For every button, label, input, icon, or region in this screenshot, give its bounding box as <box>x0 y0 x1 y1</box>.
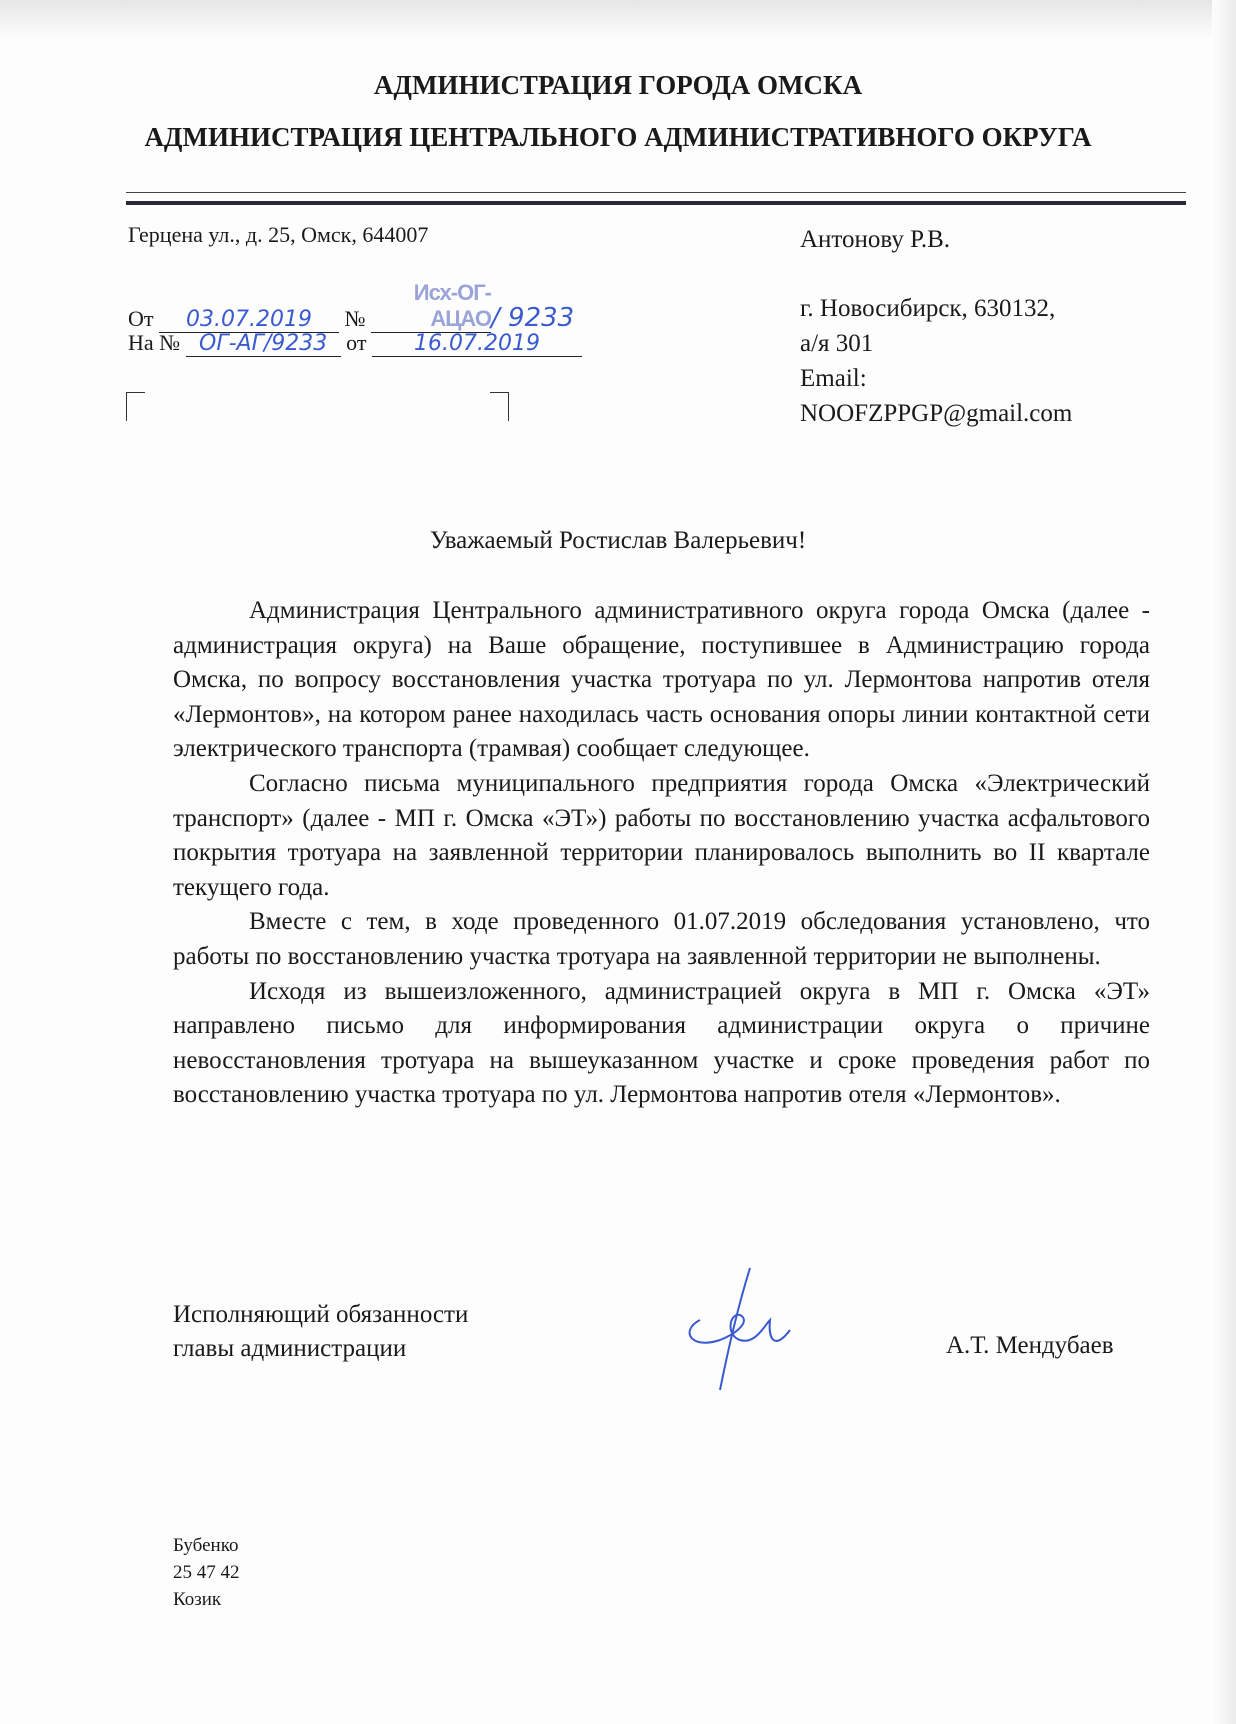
number-label: № <box>344 306 366 331</box>
executor-name: Бубенко <box>173 1535 239 1556</box>
from-date-field <box>159 306 339 333</box>
number-handwritten: / 9233 <box>491 303 575 333</box>
sender-address: Герцена ул., д. 25, Омск, 644007 <box>128 222 429 247</box>
recipient-email-label: Email: <box>800 365 867 392</box>
corner-bracket-right <box>490 392 509 421</box>
position-line2: главы администрации <box>173 1335 407 1362</box>
greeting: Уважаемый Ростислав Валерьевич! <box>429 527 807 554</box>
reference-row <box>128 330 582 357</box>
paragraph: Вместе с тем, в ходе проведенного 01.07.2019 обследования установлено, что работы по восстановлению участка тротуара на заявленной территории не выполнены. <box>173 908 1150 970</box>
recipient-name: Антонову Р.В. <box>800 226 951 253</box>
from-date: 03.07.2019 <box>186 307 312 332</box>
letter-body <box>173 594 1150 1113</box>
corner-bracket-left <box>126 392 145 421</box>
position-line1: Исполняющий обязанности <box>173 1301 469 1328</box>
signatory-position <box>173 1298 468 1366</box>
header-divider-thin <box>126 192 1186 193</box>
ref-number-field <box>186 330 341 357</box>
scan-shadow-top <box>0 0 1236 40</box>
number-field <box>371 280 491 333</box>
header-city-admin: АДМИНИСТРАЦИЯ ГОРОДА ОМСКА <box>373 70 863 100</box>
ref-number: ОГ-АГ/9233 <box>199 331 328 356</box>
header-district-admin: АДМИНИСТРАЦИЯ ЦЕНТРАЛЬНОГО АДМИНИСТРАТИВНОГО ОКРУГА <box>144 122 1092 152</box>
outgoing-row <box>128 280 574 333</box>
handwritten-signature <box>680 1260 800 1400</box>
paragraph: Исходя из вышеизложенного, администрацией округа в МП г. Омска «ЭТ» направлено письмо для информирования администрации округа о причине невосстановления тротуара на вышеуказанном участке и сроке проведения работ по восстановлению участка тротуара по ул. Лермонтова напротив отеля «Лермонтов». <box>173 977 1150 1109</box>
paragraph: Согласно письма муниципального предприятия города Омска «Электрический транспорт» (далее - МП г. Омска «ЭТ») работы по восстановлению участка асфальтового покрытия тротуара на заявленной территории планировалось выполнить во II квартале текущего года. <box>173 769 1150 901</box>
paragraph: Администрация Центрального административного округа города Омска (далее - администрация округа) на Ваше обращение, поступившее в Администрацию города Омска, по вопросу восстановления участка тротуара по ул. Лермонтова напротив отеля «Лермонтов», на котором ранее находилась часть основания опоры линии контактной сети электрического транспорта (трамвая) сообщает следующее. <box>173 597 1150 763</box>
recipient-city: г. Новосибирск, 630132, <box>800 295 1056 322</box>
executor-block <box>173 1532 240 1613</box>
recipient-box: а/я 301 <box>800 330 874 357</box>
ref-date-label: от <box>346 330 367 355</box>
ref-label: На № <box>128 330 181 355</box>
ref-date: 16.07.2019 <box>414 331 540 356</box>
scan-shadow-right <box>1212 0 1236 1724</box>
executor-name-2: Козик <box>173 1589 222 1610</box>
recipient-email: NOOFZPPGP@gmail.com <box>800 400 1073 427</box>
signatory-name: А.Т. Мендубаев <box>946 1332 1114 1359</box>
recipient-block <box>800 222 1072 431</box>
executor-phone: 25 47 42 <box>173 1562 240 1583</box>
header-divider-thick <box>126 201 1186 205</box>
number-stamp: Исх-ОГ-АЦАО <box>413 280 492 331</box>
ref-date-field <box>372 330 582 357</box>
from-label: От <box>128 306 154 331</box>
